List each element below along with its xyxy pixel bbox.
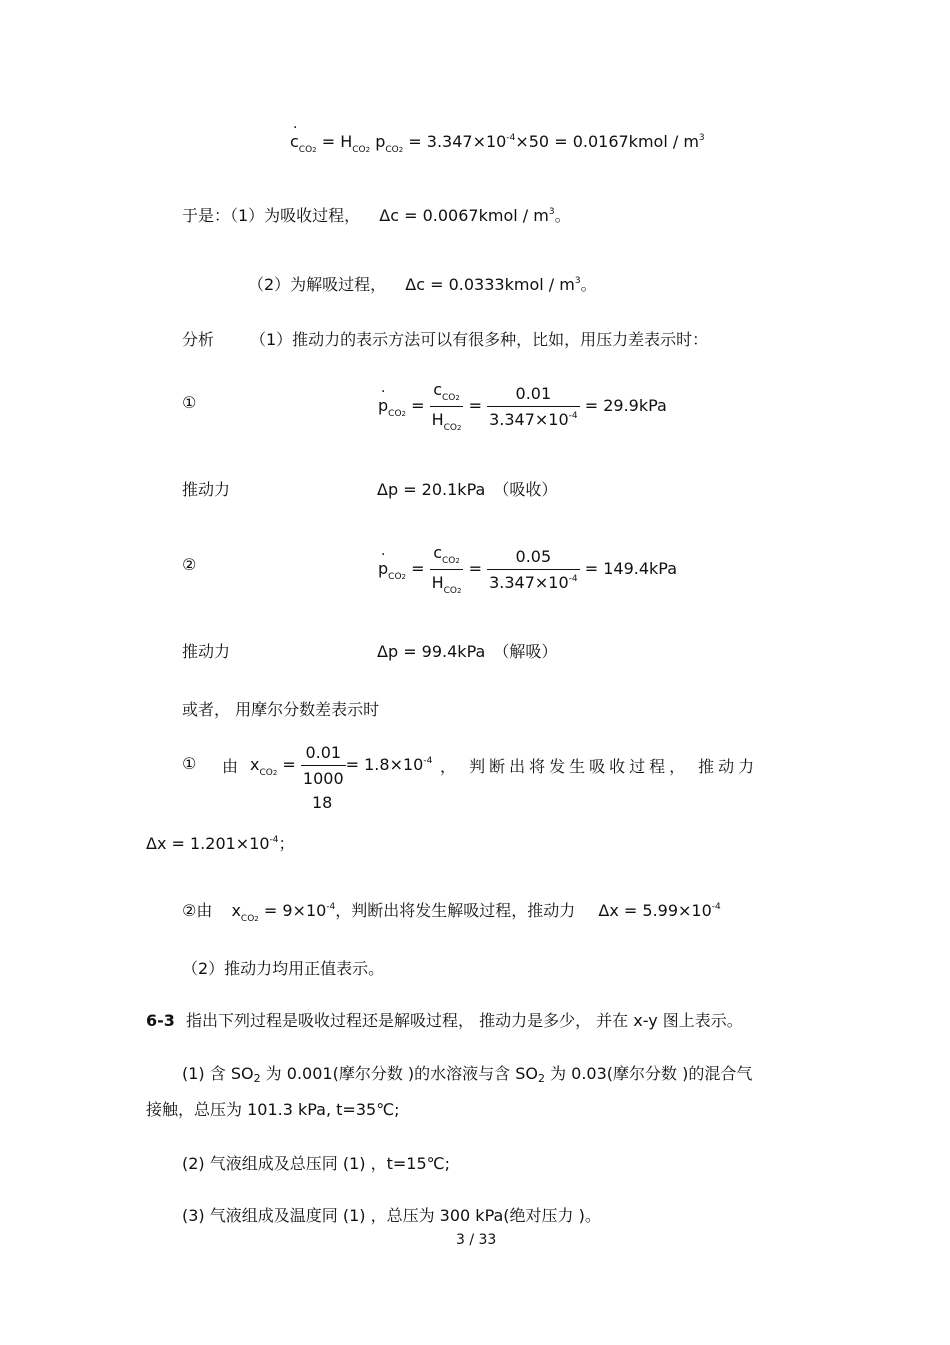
mole1-conclusion: ， 判断出将发生吸收过程， 推动力 (440, 757, 759, 776)
conclusion-desorption: （2）为解吸过程， Δc = 0.0333kmol / $m^3$。 (248, 275, 597, 294)
mole-fraction-intro: 或者， 用摩尔分数差表示时 (182, 700, 380, 719)
drive1-label: 推动力 (182, 480, 231, 499)
analysis-text: （1）推动力的表示方法可以有很多种，比如，用压力差表示时： (250, 330, 709, 349)
drive2-label: 推动力 (182, 642, 231, 661)
item3: (3) 气液组成及温度同 (1) ，总压为 300 kPa(绝对压力 )。 (182, 1206, 601, 1225)
delta-c-absorption: Δc = 0.0067kmol / $m^3$。 (379, 206, 571, 225)
mole2-line: ②由 $x_{CO2} = 9\times 10^{-4}$，判断出将发生解吸过程，推动力 $\Delta x = 5.99\times 10^{-4}$ (182, 901, 721, 924)
drive1-equation: Δp = 20.1kPa （吸收） (377, 480, 558, 499)
equation-c-co2: · $c_{CO2} = H_{CO2}$ $p_{CO2} = 3.347\times 10^{-4}\times 50$ = 0.0167kmol / $m^3$ (290, 132, 705, 155)
mole1-equation: $x_{CO2}$ = $\frac{0.01}{1000}$ = $1.8\times 10^{-4}$ (250, 743, 433, 788)
case1-equation: · $p_{CO2}$ = $\frac{c_{CO2}}{H_{CO2}}$ = $\frac{0.01}{3.347\times 10^{-4}}$ = 29.9kPa (378, 380, 667, 433)
item2: (2) 气液组成及总压同 (1) ，t=15℃; (182, 1154, 450, 1173)
problem-6-3: 6-3 指出下列过程是吸收过程还是解吸过程， 推动力是多少， 并在 x-y 图上表示。 (146, 1011, 743, 1030)
mole1-by: 由 (222, 757, 239, 776)
mole1-denominator-18: 18 (312, 793, 333, 812)
case2-fraction-symbolic: $\frac{c_{CO2}}{H_{CO2}}$ (431, 543, 462, 596)
case1-fraction-symbolic: $\frac{c_{CO2}}{H_{CO2}}$ (431, 380, 462, 433)
case2-marker: ② (182, 555, 197, 574)
case2-fraction-numeric: $\frac{0.05}{3.347\times 10^{-4}}$ (489, 547, 578, 592)
mole1-delta-x: $\Delta x = 1.201\times 10^{-4}$； (146, 834, 295, 853)
page-number: 3 / 33 (456, 1232, 497, 1248)
mole1-marker: ① (182, 754, 197, 773)
drive2-equation: Δp = 99.4kPa （解吸） (377, 642, 558, 661)
delta-c-desorption: Δc = 0.0333kmol / $m^3$。 (405, 275, 597, 294)
item1-line2: 接触，总压为 101.3 kPa, t=35℃; (146, 1100, 400, 1119)
item1-line1: (1) 含 SO2 为 0.001(摩尔分数 )的水溶液与含 SO2 为 0.03(摩尔分数 )的混合气 (182, 1064, 753, 1085)
case2-equation: · $p_{CO2}$ = $\frac{c_{CO2}}{H_{CO2}}$ = $\frac{0.05}{3.347\times 10^{-4}}$ = 149.4kPa (378, 543, 677, 596)
analysis-label: 分析 (182, 330, 215, 349)
mole1-fraction: $\frac{0.01}{1000}$ (302, 743, 344, 788)
conclusion-absorption: 于是：（1）为吸收过程， Δc = 0.0067kmol / $m^3$。 (182, 206, 571, 225)
note-positive-values: （2）推动力均用正值表示。 (182, 959, 385, 978)
case1-marker: ① (182, 393, 197, 412)
case1-fraction-numeric: $\frac{0.01}{3.347\times 10^{-4}}$ (489, 384, 578, 429)
